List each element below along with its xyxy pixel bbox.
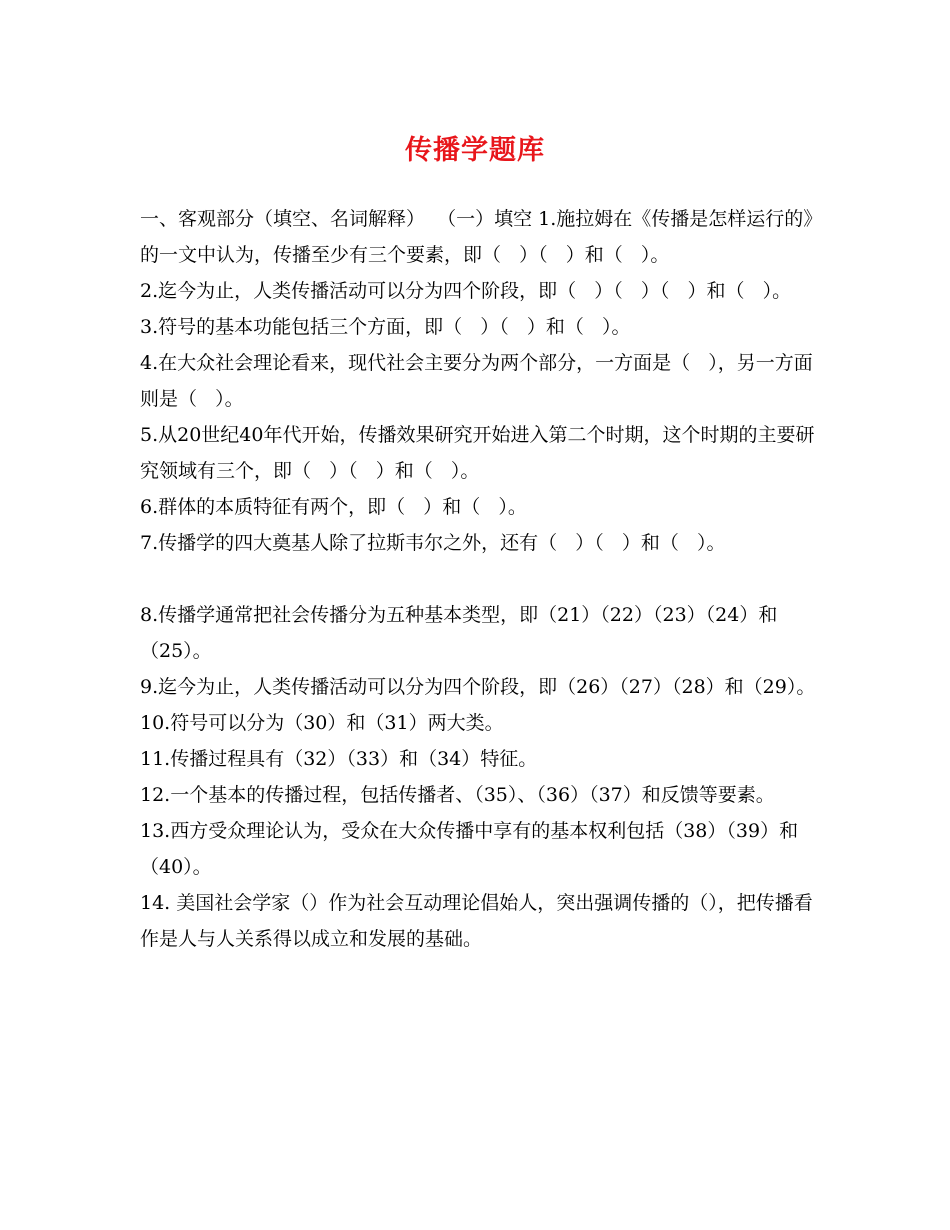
section-gap [140,561,830,597]
question-item: 3.符号的基本功能包括三个方面，即（ ）（ ）和（ ）。 [140,316,631,338]
question-item: 11.传播过程具有（32）（33）和（34）特征。 [140,748,538,770]
question-item: 12.一个基本的传播过程，包括传播者、（35）、（36）（37）和反馈等要素。 [140,784,775,806]
question-item: 8.传播学通常把社会传播分为五种基本类型，即（21）（22）（23）（24）和（25）。 [140,604,778,662]
page-title: 传播学题库 [405,135,545,166]
question-item: 6.群体的本质特征有两个，即（ ）和（ ）。 [140,496,527,518]
question-item: 7.传播学的四大奠基人除了拉斯韦尔之外，还有（ ）（ ）和（ ）。 [140,532,726,554]
question-item: 10.符号可以分为（30）和（31）两大类。 [140,712,504,734]
question-list [140,201,830,957]
question-item: 一、客观部分（填空、名词解释） （一）填空 1.施拉姆在《传播是怎样运行的》的一文中认为，传播至少有三个要素，即（ ）（ ）和（ ）。 [140,208,823,266]
question-item: 2.迄今为止，人类传播活动可以分为四个阶段，即（ ）（ ）（ ）和（ ）。 [140,280,792,302]
question-item: 14. 美国社会学家（）作为社会互动理论倡始人，突出强调传播的（），把传播看作是人与人关系得以成立和发展的基础。 [140,892,813,950]
question-item: 13.西方受众理论认为，受众在大众传播中享有的基本权利包括（38）（39）和（40）。 [140,820,799,878]
question-item: 4.在大众社会理论看来，现代社会主要分为两个部分，一方面是（ ），另一方面则是（ ）。 [140,352,813,410]
question-item: 9.迄今为止，人类传播活动可以分为四个阶段，即（26）（27）（28）和（29）。 [140,676,816,698]
question-item: 5.从20世纪40年代开始，传播效果研究开始进入第二个时期，这个时期的主要研究领域有三个，即（ ）（ ）和（ ）。 [140,424,815,482]
